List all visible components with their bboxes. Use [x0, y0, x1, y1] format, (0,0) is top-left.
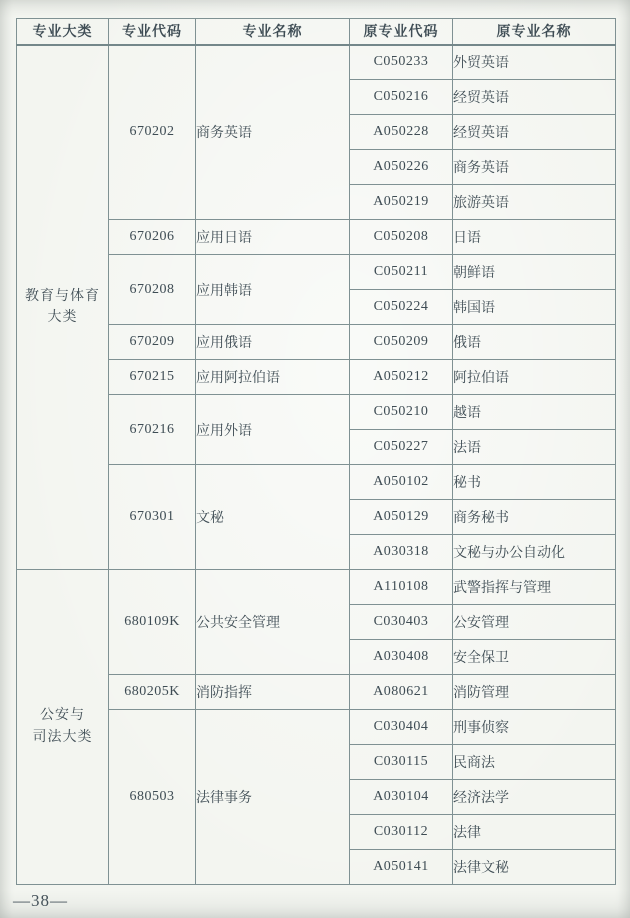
- cell-old-name: 旅游英语: [453, 185, 616, 220]
- cell-major-name: 应用外语: [196, 395, 350, 465]
- table-row: [17, 570, 616, 605]
- cell-major-code: 670301: [109, 465, 196, 570]
- cell-old-name: 秘书: [453, 465, 616, 500]
- cell-major-code: 680205K: [109, 675, 196, 710]
- page-number: —38—: [13, 891, 68, 910]
- cell-old-code: C050208: [350, 220, 453, 255]
- cell-major-code: 680109K: [109, 570, 196, 675]
- table-body: [17, 45, 616, 885]
- cell-old-name: 民商法: [453, 745, 616, 780]
- cell-old-name: 俄语: [453, 325, 616, 360]
- cell-old-code: A050219: [350, 185, 453, 220]
- cell-major-name: 法律事务: [196, 710, 350, 885]
- cell-old-name: 越语: [453, 395, 616, 430]
- cell-major-name: 公共安全管理: [196, 570, 350, 675]
- cell-major-name: 应用日语: [196, 220, 350, 255]
- category-label-line1: 教育与体育: [25, 288, 100, 304]
- cell-old-code: C050210: [350, 395, 453, 430]
- cell-old-code: C030404: [350, 710, 453, 745]
- cell-old-code: A110108: [350, 570, 453, 605]
- cell-old-code: A030318: [350, 535, 453, 570]
- cell-old-code: C050233: [350, 45, 453, 80]
- header-major-name: 专业名称: [196, 19, 350, 45]
- cell-old-code: A030104: [350, 780, 453, 815]
- cell-old-code: C050209: [350, 325, 453, 360]
- cell-old-name: 日语: [453, 220, 616, 255]
- cell-old-name: 经济法学: [453, 780, 616, 815]
- cell-major-code: 670209: [109, 325, 196, 360]
- cell-old-name: 朝鲜语: [453, 255, 616, 290]
- cell-old-code: C050216: [350, 80, 453, 115]
- cell-old-name: 经贸英语: [453, 80, 616, 115]
- cell-category-public-security-justice: [17, 570, 109, 885]
- cell-major-code: 670202: [109, 45, 196, 220]
- header-major-code: 专业代码: [109, 19, 196, 45]
- cell-old-code: C030115: [350, 745, 453, 780]
- cell-old-name: 法语: [453, 430, 616, 465]
- cell-old-code: A050228: [350, 115, 453, 150]
- cell-old-code: A050102: [350, 465, 453, 500]
- major-code-mapping-table: [16, 18, 616, 885]
- cell-old-name: 武警指挥与管理: [453, 570, 616, 605]
- cell-old-name: 韩国语: [453, 290, 616, 325]
- header-old-major-name: 原专业名称: [453, 19, 616, 45]
- cell-old-name: 法律文秘: [453, 850, 616, 885]
- table-header: [17, 19, 616, 45]
- cell-old-code: A030408: [350, 640, 453, 675]
- category-label-line2: 司法大类: [32, 730, 93, 745]
- cell-old-name: 经贸英语: [453, 115, 616, 150]
- cell-old-code: C050227: [350, 430, 453, 465]
- header-major-category: 专业大类: [17, 19, 109, 45]
- cell-major-name: 应用韩语: [196, 255, 350, 325]
- header-old-major-code: 原专业代码: [350, 19, 453, 45]
- cell-old-code: A050226: [350, 150, 453, 185]
- cell-old-code: A050212: [350, 360, 453, 395]
- header-row: [17, 19, 616, 45]
- cell-major-code: 670206: [109, 220, 196, 255]
- cell-old-name: 文秘与办公自动化: [453, 535, 616, 570]
- cell-old-code: A050141: [350, 850, 453, 885]
- cell-old-code: C030403: [350, 605, 453, 640]
- cell-old-name: 商务秘书: [453, 500, 616, 535]
- category-label-line1: 公安与: [40, 708, 85, 724]
- cell-old-code: C050211: [350, 255, 453, 290]
- cell-major-code: 670208: [109, 255, 196, 325]
- table-row: [17, 45, 616, 80]
- cell-old-code: A080621: [350, 675, 453, 710]
- cell-major-code: 680503: [109, 710, 196, 885]
- cell-major-code: 670215: [109, 360, 196, 395]
- cell-old-name: 法律: [453, 815, 616, 850]
- cell-major-name: 文秘: [196, 465, 350, 570]
- cell-major-name: 应用阿拉伯语: [196, 360, 350, 395]
- cell-old-name: 刑事侦察: [453, 710, 616, 745]
- cell-old-name: 安全保卫: [453, 640, 616, 675]
- cell-old-code: C030112: [350, 815, 453, 850]
- category-label-line2: 大类: [47, 310, 78, 326]
- cell-old-name: 公安管理: [453, 605, 616, 640]
- cell-major-code: 670216: [109, 395, 196, 465]
- cell-category-education-sports: [17, 45, 109, 570]
- cell-major-name: 应用俄语: [196, 325, 350, 360]
- cell-old-name: 消防管理: [453, 675, 616, 710]
- cell-old-name: 外贸英语: [453, 45, 616, 80]
- cell-major-name: 商务英语: [196, 45, 350, 220]
- cell-old-name: 阿拉伯语: [453, 360, 616, 395]
- cell-old-code: C050224: [350, 290, 453, 325]
- cell-major-name: 消防指挥: [196, 675, 350, 710]
- cell-old-code: A050129: [350, 500, 453, 535]
- cell-old-name: 商务英语: [453, 150, 616, 185]
